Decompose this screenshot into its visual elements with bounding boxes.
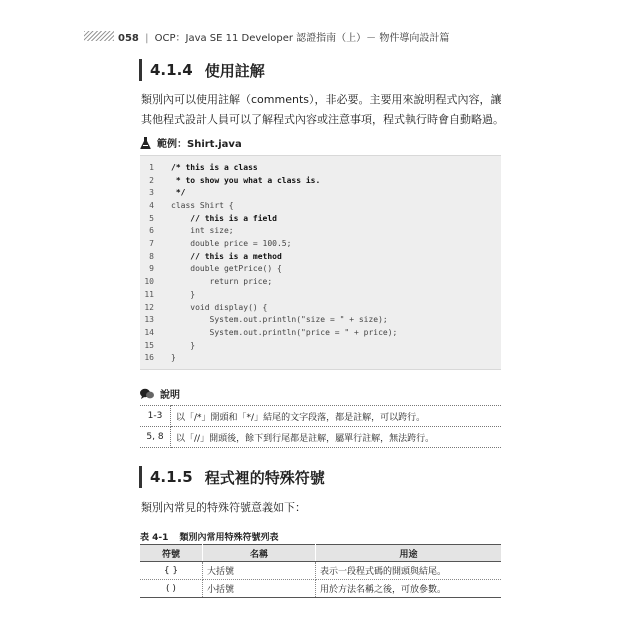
- code-line: [140, 225, 234, 238]
- description-heading: [140, 386, 180, 401]
- code-line-number: 11: [144, 289, 154, 299]
- code-line-number: 8: [149, 251, 154, 261]
- section-heading-4-1-4: [139, 59, 265, 81]
- code-text: int size;: [171, 226, 234, 236]
- column-header-symbol: 符號: [140, 545, 203, 562]
- code-line: [140, 250, 282, 263]
- section-title: 程式裡的特殊符號: [204, 468, 325, 487]
- code-line-number: 13: [144, 315, 154, 325]
- code-line-number: 12: [144, 302, 154, 312]
- code-line: [140, 301, 267, 314]
- description-row: [140, 406, 501, 427]
- section-heading-4-1-5: [139, 466, 325, 488]
- code-line-number: 4: [149, 200, 154, 210]
- table-caption: [140, 530, 279, 543]
- column-header-usage: 用途: [316, 545, 502, 562]
- code-line: [140, 288, 195, 301]
- code-comment: // this is a method: [171, 251, 282, 261]
- column-header-name: 名稱: [203, 545, 316, 562]
- header-separator: |: [145, 33, 149, 44]
- code-line-number: 10: [144, 277, 154, 287]
- description-line-ref: 5, 8: [140, 427, 171, 448]
- description-text: 以「/*」開頭和「*/」結尾的文字段落，都是註解，可以跨行。: [171, 406, 502, 427]
- code-line: [140, 212, 277, 225]
- section-bar: [139, 59, 142, 81]
- example-label: 範例：Shirt.java: [157, 139, 242, 150]
- code-text: double getPrice() {: [171, 264, 282, 274]
- section-number: 4.1.4: [150, 61, 193, 79]
- code-line-number: 9: [149, 264, 154, 274]
- table-cell-usage: 表示一段程式碼的開頭與結尾。: [316, 562, 502, 580]
- code-text: return price;: [171, 277, 273, 287]
- code-line-number: 2: [149, 175, 154, 185]
- code-listing: [140, 155, 501, 370]
- special-symbols-table: [140, 544, 501, 598]
- code-comment: // this is a field: [171, 213, 277, 223]
- symbols-paragraph: 類別內常見的特殊符號意義如下：: [141, 501, 306, 514]
- code-line: [140, 326, 397, 339]
- code-line: [140, 174, 320, 187]
- running-head: [118, 29, 449, 44]
- description-row: [140, 427, 501, 448]
- code-text: class Shirt {: [171, 200, 234, 210]
- code-line: [140, 339, 195, 352]
- table-row: [140, 562, 501, 580]
- table-row: [140, 580, 501, 598]
- description-label: 說明: [160, 390, 180, 401]
- table-cell-symbol: ( ): [140, 580, 203, 598]
- code-text: System.out.println("price = " + price);: [171, 327, 398, 337]
- code-line: [140, 352, 176, 365]
- description-text: 以「//」開頭後，餘下到行尾都是註解，屬單行註解，無法跨行。: [171, 427, 502, 448]
- code-comment: /* this is a class: [171, 162, 258, 172]
- table-cell-name: 小括號: [203, 580, 316, 598]
- code-comment: * to show you what a class is.: [171, 175, 321, 185]
- speech-bubble-icon: [140, 388, 154, 400]
- section-title: 使用註解: [204, 61, 265, 80]
- code-line: [140, 263, 282, 276]
- page-number: 058: [118, 33, 139, 44]
- section-bar: [139, 466, 142, 488]
- code-comment: */: [171, 188, 186, 198]
- code-line-number: 3: [149, 188, 154, 198]
- code-line-number: 1: [149, 162, 154, 172]
- table-header-row: [140, 545, 501, 562]
- book-title: OCP：Java SE 11 Developer 認證指南（上）－ 物件導向設計篇: [154, 33, 450, 44]
- code-text: }: [171, 340, 196, 350]
- code-line-number: 15: [144, 340, 154, 350]
- code-line: [140, 186, 185, 199]
- code-line-number: 16: [144, 353, 154, 363]
- code-line-number: 7: [149, 239, 154, 249]
- code-line: [140, 161, 258, 174]
- code-line-number: 14: [144, 327, 154, 337]
- code-line: [140, 275, 272, 288]
- code-line: [140, 313, 388, 326]
- table-cell-usage: 用於方法名稱之後，可放參數。: [316, 580, 502, 598]
- table-cell-name: 大括號: [203, 562, 316, 580]
- code-text: void display() {: [171, 302, 268, 312]
- flask-icon: [140, 137, 151, 149]
- description-table: [140, 405, 501, 448]
- header-hatch-decoration: [84, 31, 114, 41]
- code-text: }: [171, 353, 176, 363]
- description-line-ref: 1-3: [140, 406, 171, 427]
- table-cell-symbol: { }: [140, 562, 203, 580]
- code-line-number: 6: [149, 226, 154, 236]
- table-number: 表 4-1: [140, 533, 169, 543]
- code-text: System.out.println("size = " + size);: [171, 315, 388, 325]
- example-heading: [140, 135, 242, 150]
- intro-paragraph: 類別內可以使用註解（comments），非必要。主要用來說明程式內容，讓其他程式設計人員可以了解程式內容或注意事項，程式執行時會自動略過。: [141, 93, 504, 126]
- code-text: double price = 100.5;: [171, 239, 292, 249]
- code-line-number: 5: [149, 213, 154, 223]
- code-text: }: [171, 289, 196, 299]
- code-line: [140, 199, 234, 212]
- table-caption-text: 類別內常用特殊符號列表: [179, 533, 279, 543]
- section-number: 4.1.5: [150, 468, 193, 486]
- code-line: [140, 237, 291, 250]
